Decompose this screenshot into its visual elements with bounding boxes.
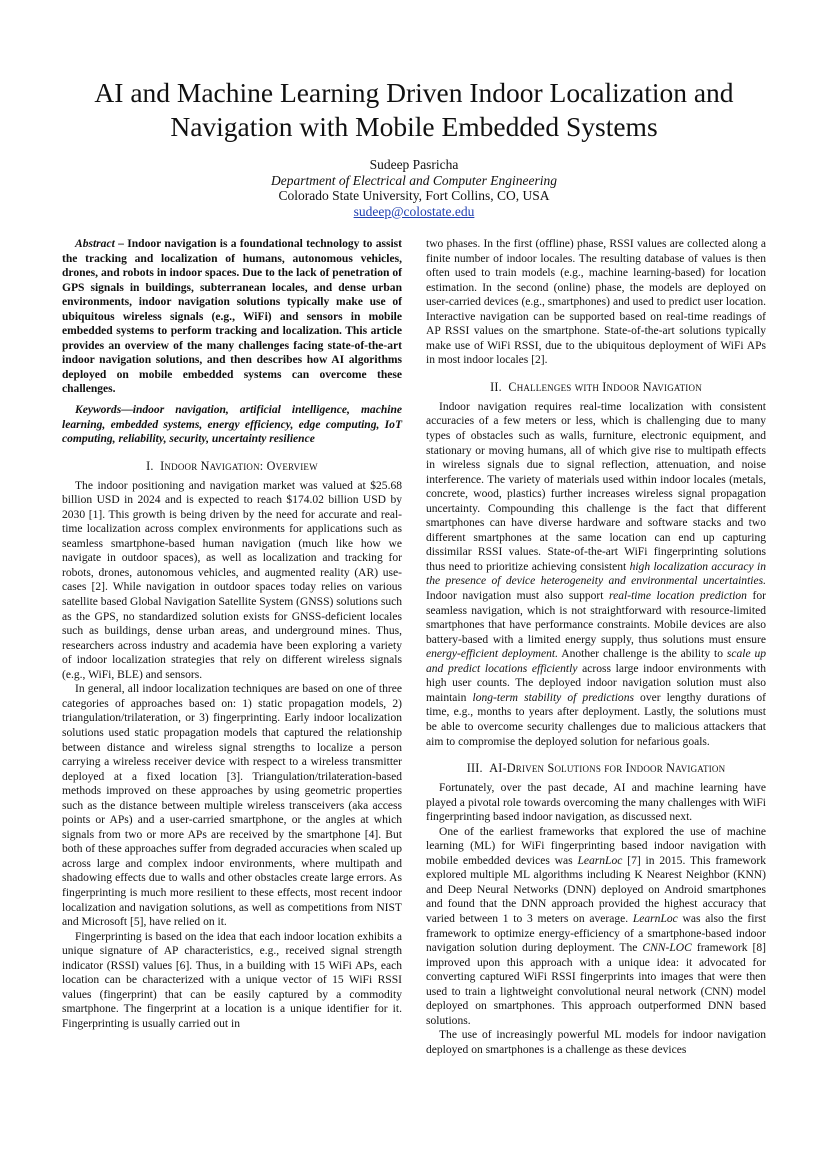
- keywords-text: indoor navigation, artificial intelligence, machine learning, embedded systems, energy efficiency, edge computing, IoT computing, reliability, security, uncertainty resilience: [62, 404, 402, 446]
- section-number: II.: [490, 379, 502, 394]
- paragraph: [426, 400, 766, 749]
- author-block: [0, 157, 828, 219]
- emphasis: CNN-LOC: [642, 942, 692, 955]
- emphasis: real-time location prediction: [609, 590, 747, 603]
- paragraph: Fortunately, over the past decade, AI and machine learning have played a pivotal role towards overcoming the many challenges with WiFi fingerprinting based indoor navigation, as discussed next.: [426, 782, 766, 824]
- author-email-link[interactable]: sudeep@colostate.edu: [353, 203, 475, 219]
- section-title: Challenges with Indoor Navigation: [508, 379, 702, 394]
- section-title: Indoor Navigation: Overview: [160, 458, 318, 473]
- text-run: was also the first framework to optimize energy-efficiency of a smartphone-based indoor navigation solution during deployment. The: [426, 912, 766, 955]
- paragraph: [426, 825, 766, 1029]
- paragraph: Fingerprinting is based on the idea that each indoor location exhibits a unique signature of AP characteristics, e.g., received signal strength indicator (RSSI) values [6]. Thus, in a building with 15 WiFi APs, each location can be characterized with a unique vector of 15 WiFi RSSI values (fingerprint) that can be easily captured by a commodity smartphone. The fingerprint at a location is a unique identifier for it. Fingerprinting is usually carried out in: [62, 930, 402, 1030]
- paragraph: two phases. In the first (offline) phase, RSSI values are collected along a finite number of indoor locales. The resulting database of values is then often used to train models (e.g., machine learning-based) for location estimation. In the second (online) phase, the models are deployed on user-carried devices (e.g., smartphones) and used to predict user location. Interactive navigation can be supported based on real-time readings of AP RSSI values on the smartphone. State-of-the-art solutions typically make use of WiFi RSSI, due to the ubiquitous deployment of WiFi APs in most indoor locales [2].: [426, 238, 766, 367]
- keywords-label: Keywords: [75, 404, 122, 417]
- right-column: [426, 237, 766, 1057]
- text-run: framework [8] improved upon this approach with a unique idea: it advocated for converting captured WiFi RSSI fingerprints into images that were then used to train a lightweight convolutional neural network (CNN) model deployed on smartphones. This approach outperformed DNN based solutions.: [426, 942, 767, 1027]
- text-run: Indoor navigation must also support: [426, 590, 610, 603]
- emphasis: LearnLoc: [632, 912, 678, 925]
- emphasis: LearnLoc: [577, 854, 623, 867]
- paper-title: AI and Machine Learning Driven Indoor Localization and Navigation with Mobile Embedded Systems: [94, 77, 734, 142]
- author-department: Department of Electrical and Computer Engineering: [270, 172, 558, 188]
- emphasis: scale up and predict locations efficiently: [426, 648, 766, 675]
- section-heading-1: [62, 459, 402, 473]
- emphasis: energy-efficient deployment.: [426, 648, 559, 661]
- abstract-dash: –: [114, 238, 128, 250]
- section-title: AI-Driven Solutions for Indoor Navigation: [489, 761, 726, 776]
- text-run: across large indoor environments with high user counts. The deployed indoor navigation solution must also maintain: [426, 662, 767, 704]
- keywords-dash: —: [121, 404, 133, 417]
- section-number: III.: [466, 761, 483, 776]
- text-run: for seamless navigation, which is not straightforward with resource-limited smartphones that have performance constraints. Mobile devices are also battery-based with a limited energy supply, thus solutions must ensure: [426, 590, 766, 646]
- left-column: [62, 237, 402, 1031]
- emphasis: high localization accuracy in the presence of device heterogeneity and environmental uncertainties.: [426, 560, 767, 588]
- author-name: Sudeep Pasricha: [369, 157, 459, 172]
- text-run: [7] in 2015. This framework explored multiple ML algorithms including K Nearest Neighbor (KNN) and Deep Neural Networks (DNN) deployed on Android smartphones and found that the DNN approach provided the highest accuracy that varied between 1 to 3 meters on average.: [426, 854, 766, 925]
- text-run: Indoor navigation requires real-time localization with consistent accuracies of a few meters or less, which is challenging due to many types of obstacles such as walls, furniture, electronic equipment, and stationary or moving humans, all of which give rise to multipath effects in wireless signals due to signal reflection, attenuation, and noise interference. The variety of materials used within indoor locales (metals, concrete, wood, plastics) further increases wireless signal propagation uncertainty. Compounding this challenge is the fact that different smartphones can have diverse hardware and software stacks and two different smartphones at the same location can end up capturing dissimilar RSSI values. State-of-the-art WiFi fingerprinting solutions thus need to prioritize achieving consistent: [426, 400, 766, 573]
- text-run: One of the earliest frameworks that explored the use of machine learning (ML) for WiFi fingerprinting based indoor navigation with mobile embedded devices was: [426, 825, 766, 867]
- author-affiliation: Colorado State University, Fort Collins, CO, USA: [278, 188, 550, 203]
- paragraph: In general, all indoor localization techniques are based on one of three categories of approaches based on: 1) static propagation models, 2) triangulation/trilateration, or 3) fingerprinting. Early indoor localization solutions used static propagation models that captured the relationship between distance and wireless signal strengths to localize a person carrying a wireless receiver device with respect to a wireless transmitter deployed at a fixed location [3]. Triangulation/trilateration-based methods improved on these approaches by using geometric properties such as the distance between multiple wireless transceivers (aka access points or APs) and a user-carried smartphone, or the angles at which signals from two or more APs are received by the smartphone [4]. But both of these approaches suffer from degraded accuracies when scaled up across large and complex indoor environments, where multipath and shadowing effects due to walls and other obstacles create large errors. As fingerprinting is much more resilient to these effects, most recent indoor localization and navigation solutions, as well as competitions from NIST and Microsoft [5], have relied on it.: [62, 683, 402, 929]
- section-heading-3: [426, 761, 766, 775]
- paragraph: The indoor positioning and navigation market was valued at $25.68 billion USD in 2024 and is expected to reach $174.02 billion USD by 2030 [1]. This growth is being driven by the need for accurate and real-time localization across complex environments for applications such as seamless smartphone-based human navigation (much like how we navigate in outdoor spaces), as well as localization and tracking for robots, drones, autonomous vehicles, and augmented reality (AR) use-cases [2]. While navigation in outdoor spaces today relies on various satellite based Global Navigation Satellite System (GNSS) solutions such as the GPS, no standardized solution exists for GNSS-deficient locales such as buildings, dense urban areas, and underground mines. Thus, researchers across industry and academia have been exploring a variety of indoor localization strategies that rely on different wireless signals (e.g., WiFi, BLE) and sensors.: [62, 479, 402, 681]
- text-run: over lengthy durations of time, e.g., months to years after deployment. Lastly, the solutions must be able to overcome security challenges due to malicious attackers that aim to compromise the deployed solution for nefarious goals.: [426, 691, 767, 748]
- keywords: [62, 403, 402, 447]
- paragraph: The use of increasingly powerful ML models for indoor navigation deployed on smartphones is a challenge as these devices: [426, 1029, 766, 1056]
- abstract-text: Indoor navigation is a foundational technology to assist the tracking and localization of humans, autonomous vehicles, drones, and robots in indoor spaces. Due to the lack of penetration of GPS signals in buildings, subterranean locales, and dense urban environments, indoor navigation solutions typically make use of ubiquitous wireless signals (e.g., WiFi) and sensors in mobile embedded systems to perform tracking and localization. This article provides an overview of the many challenges facing state-of-the-art indoor navigation solutions, and then describes how AI algorithms deployed on mobile embedded systems can overcome these challenges.: [62, 238, 403, 396]
- abstract: [62, 237, 402, 397]
- abstract-label: Abstract: [75, 238, 115, 250]
- emphasis: long-term stability of predictions: [472, 691, 634, 704]
- section-heading-2: [426, 380, 766, 394]
- section-number: I.: [146, 458, 154, 473]
- text-run: Another challenge is the ability to: [558, 648, 727, 661]
